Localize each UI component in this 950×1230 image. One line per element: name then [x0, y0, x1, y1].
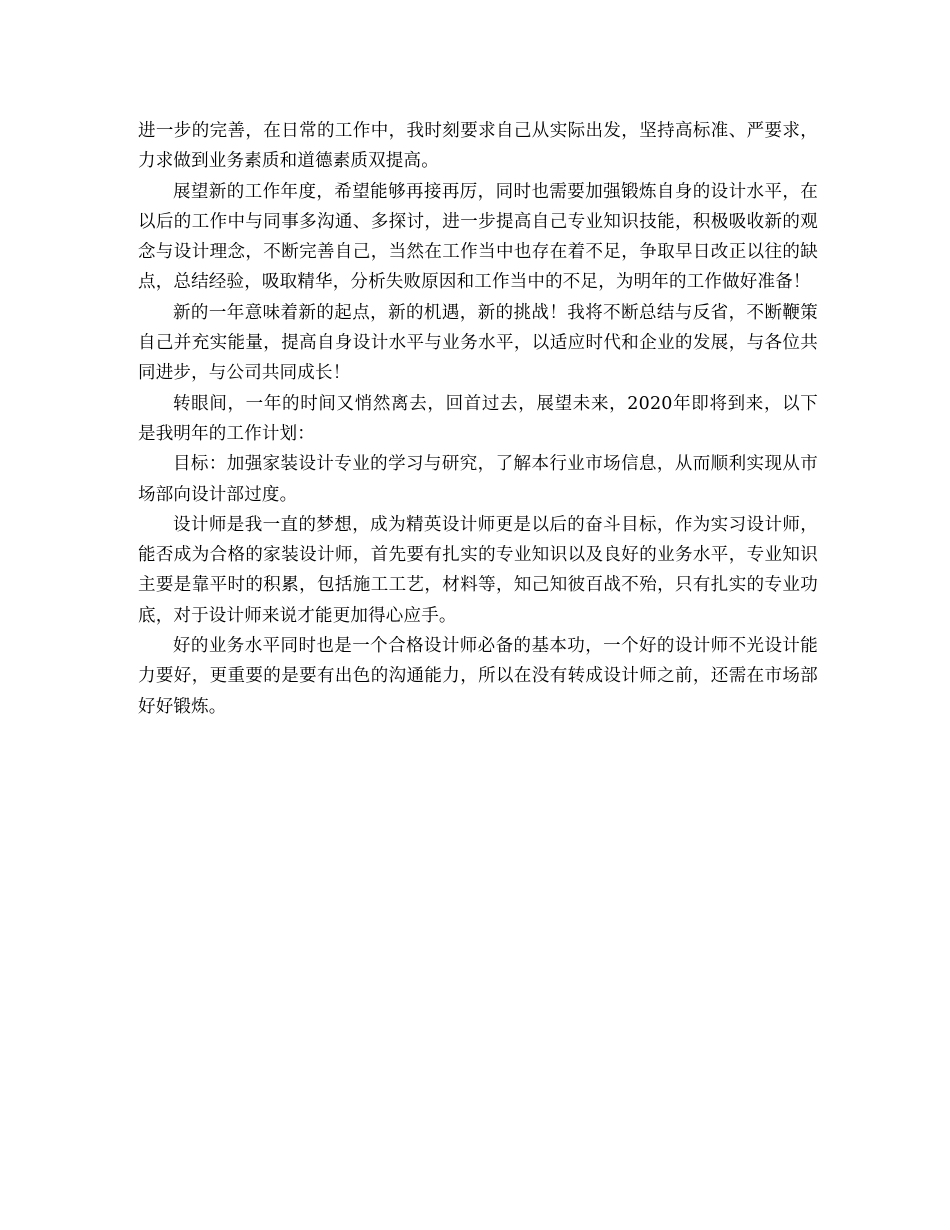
paragraph-3: 新的一年意味着新的起点，新的机遇，新的挑战！我将不断总结与反省，不断鞭策自己并充实能量，提高自身设计水平与业务水平，以适应时代和企业的发展，与各位共同进步，与公司共同成长！: [138, 302, 818, 384]
paragraph-2: 展望新的工作年度，希望能够再接再厉，同时也需要加强锻炼自身的设计水平，在以后的工作中与同事多沟通、多探讨，进一步提高自己专业知识技能，积极吸收新的观念与设计理念，不断完善自己，当然在工作当中也存在着不足，争取早日改正以往的缺点，总结经验，吸取精华，分析失败原因和工作当中的不足，为明年的工作做好准备！: [138, 181, 818, 293]
paragraph-1: 进一步的完善，在日常的工作中，我时刻要求自己从实际出发，坚持高标准、严要求，力求做到业务素质和道德素质双提高。: [138, 121, 818, 172]
paragraph-6: 设计师是我一直的梦想，成为精英设计师更是以后的奋斗目标，作为实习设计师，能否成为合格的家装设计师，首先要有扎实的专业知识以及良好的业务水平，专业知识主要是靠平时的积累，包括施工工艺，材料等，知己知彼百战不殆，只有扎实的专业功底，对于设计师来说才能更加得心应手。: [138, 514, 818, 626]
document-body: [138, 116, 818, 722]
paragraph-7: 好的业务水平同时也是一个合格设计师必备的基本功，一个好的设计师不光设计能力要好，更重要的是要有出色的沟通能力，所以在没有转成设计师之前，还需在市场部好好锻炼。: [138, 636, 818, 717]
paragraph-4: 转眼间，一年的时间又悄然离去，回首过去，展望未来，2020年即将到来，以下是我明年的工作计划：: [138, 393, 818, 444]
paragraph-5: 目标：加强家装设计专业的学习与研究，了解本行业市场信息，从而顺利实现从市场部向设计部过度。: [138, 454, 818, 505]
